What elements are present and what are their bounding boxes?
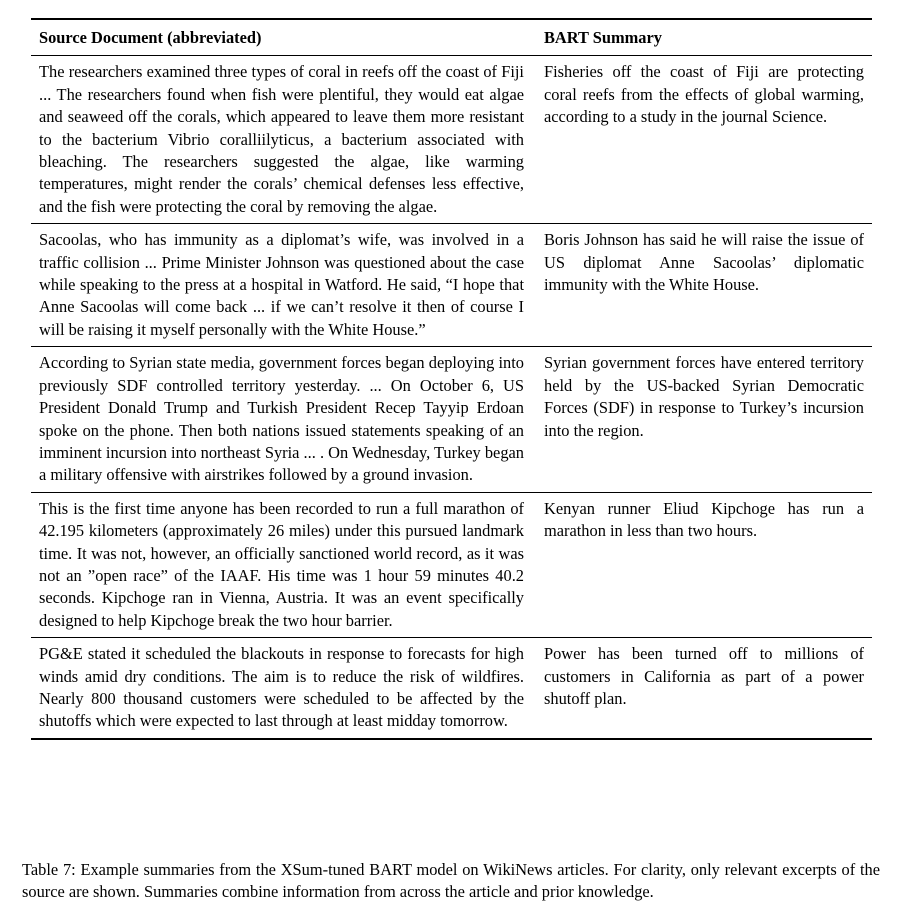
- table-caption: Table 7: Example summaries from the XSum-tuned BART model on WikiNews articles. For clarity, only relevant excerpts of the source are shown. Summaries combine information from across the article and prior knowledge.: [22, 860, 880, 901]
- table-header-row: [31, 19, 872, 56]
- header-source-document: Source Document (abbreviated): [39, 28, 262, 47]
- summary-cell: Syrian government forces have entered territory held by the US-backed Syrian Democratic Forces (SDF) in response to Turkey’s incursion into the region.: [544, 353, 864, 440]
- table-row: [31, 56, 872, 224]
- summary-cell: Kenyan runner Eliud Kipchoge has run a marathon in less than two hours.: [544, 498, 864, 541]
- summary-cell: Boris Johnson has said he will raise the issue of US diplomat Anne Sacoolas’ diplomatic immunity with the White House.: [544, 230, 864, 295]
- table-row: [31, 638, 872, 739]
- summary-cell: Fisheries off the coast of Fiji are protecting coral reefs from the effects of global warming, according to a study in the journal Science.: [544, 62, 864, 127]
- source-cell: The researchers examined three types of coral in reefs off the coast of Fiji ... The researchers found when fish were plentiful, they would eat algae and seaweed off the corals, which appeared to leave them more resistant to the bacterium Vibrio coralliilyticus, a bacterium associated with bleaching. The researchers suggested the algae, like warming temperatures, might render the corals’ chemical defenses less effective, and the fish were protecting the coral by removing the algae.: [39, 62, 524, 216]
- summary-cell: Power has been turned off to millions of customers in California as part of a power shutoff plan.: [544, 644, 864, 708]
- summary-examples-table: [31, 18, 872, 740]
- table-row: [31, 224, 872, 347]
- table-row: [31, 492, 872, 637]
- source-cell: PG&E stated it scheduled the blackouts in response to forecasts for high winds amid dry conditions. The aim is to reduce the risk of wildfires. Nearly 800 thousand customers were scheduled to be affected by the shutoffs which were expected to last through at least midday tomorrow.: [39, 644, 524, 731]
- header-bart-summary: BART Summary: [544, 28, 662, 47]
- source-cell: This is the first time anyone has been recorded to run a full marathon of 42.195 kilometers (approximately 26 miles) under this pursued landmark time. It was not, however, an officially sanctioned world record, as it was not an ”open race” of the IAAF. His time was 1 hour 59 minutes 40.2 seconds. Kipchoge ran in Vienna, Austria. It was an event specifically designed to help Kipchoge break the two hour barrier.: [39, 498, 524, 630]
- table-row: [31, 347, 872, 492]
- results-table-container: [31, 18, 872, 740]
- source-cell: According to Syrian state media, government forces began deploying into previously SDF controlled territory yesterday. ... On October 6, US President Donald Trump and Turkish President Recep Tayyip Erdoan spoke on the phone. Then both nations issued statements speaking of an imminent incursion into northeast Syria ... . On Wednesday, Turkey began a military offensive with airstrikes followed by a ground invasion.: [39, 353, 524, 485]
- source-cell: Sacoolas, who has immunity as a diplomat’s wife, was involved in a traffic collision ... Prime Minister Johnson was questioned about the case while speaking to the press at a hospital in Watford. He said, “I hope that Anne Sacoolas will come back ... if we can’t resolve it then of course I will be raising it myself personally with the White House.”: [39, 230, 524, 339]
